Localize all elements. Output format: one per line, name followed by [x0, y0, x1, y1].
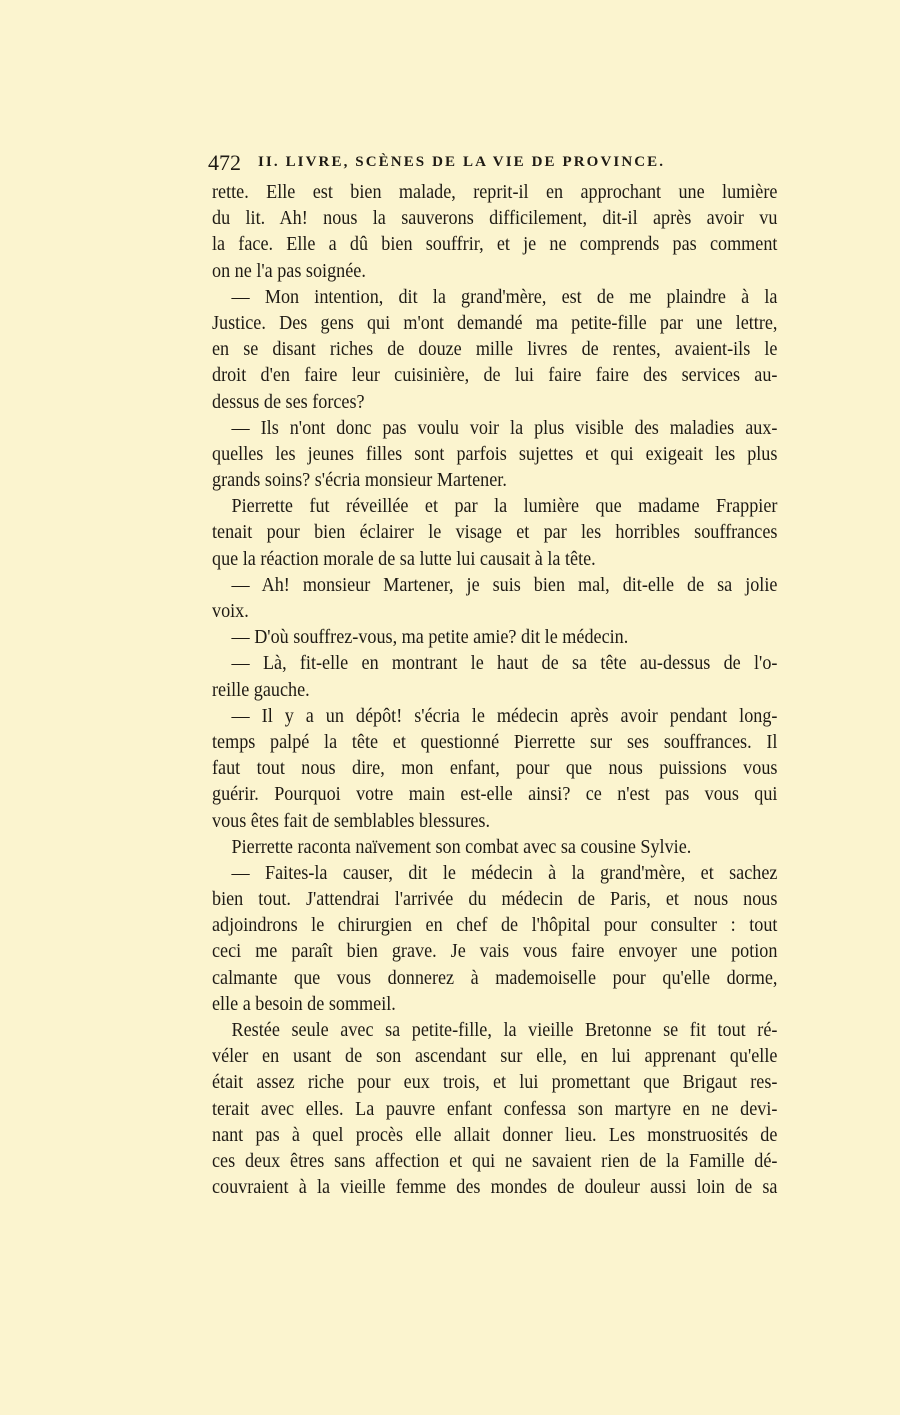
text-line: voix. — [212, 601, 249, 622]
text-line: nant pas à quel procès elle allait donner lieu. Les monstruosités de — [212, 1124, 778, 1146]
text-line: — Mon intention, dit la grand'mère, est de me plaindre à la — [231, 286, 778, 308]
text-line: ces deux êtres sans affection et qui ne savaient rien de la Famille dé- — [212, 1150, 778, 1172]
text-line: on ne l'a pas soignée. — [212, 260, 366, 282]
text-line: guérir. Pourquoi votre main est-elle ainsi? ce n'est pas vous qui — [212, 784, 778, 806]
page-body-text — [212, 180, 778, 1201]
text-line: rette. Elle est bien malade, reprit-il en approchant une lumière — [212, 182, 778, 203]
running-header — [208, 150, 708, 176]
running-title: II. LIVRE, SCÈNES DE LA VIE DE PROVINCE. — [258, 154, 666, 170]
text-line: calmante que vous donnerez à mademoiselle pour qu'elle dorme, — [212, 967, 778, 989]
page-number: 472 — [208, 150, 241, 175]
text-line: vous êtes fait de semblables blessures. — [212, 810, 491, 832]
text-line: en se disant riches de douze mille livres de rentes, avaient-ils le — [212, 339, 778, 361]
text-line: tenait pour bien éclairer le visage et par les horribles souffrances — [212, 522, 778, 544]
text-line: était assez riche pour eux trois, et lui promettant que Brigaut res- — [212, 1072, 778, 1094]
text-line: — Ah! monsieur Martener, je suis bien mal, dit-elle de sa jolie — [231, 574, 778, 596]
text-line: dessus de ses forces? — [212, 391, 365, 413]
text-line: adjoindrons le chirurgien en chef de l'hôpital pour consulter : tout — [212, 915, 778, 937]
text-line: couvraient à la vieille femme des mondes de douleur aussi loin de sa — [212, 1177, 778, 1199]
text-line: du lit. Ah! nous la sauverons difficilement, dit-il après avoir vu — [212, 208, 778, 230]
text-line: que la réaction morale de sa lutte lui causait à la tête. — [212, 548, 596, 570]
text-line: faut tout nous dire, mon enfant, pour que nous puissions vous — [212, 758, 778, 780]
text-line: — Faites-la causer, dit le médecin à la grand'mère, et sachez — [231, 862, 778, 884]
text-line: Pierrette fut réveillée et par la lumière que madame Frappier — [231, 496, 778, 518]
text-line: grands soins? s'écria monsieur Martener. — [212, 470, 507, 492]
text-line: quelles les jeunes filles sont parfois sujettes et qui exigeait les plus — [212, 443, 778, 465]
text-line: reille gauche. — [212, 679, 310, 701]
text-line: Restée seule avec sa petite-fille, la vieille Bretonne se fit tout ré- — [231, 1020, 778, 1041]
text-line: — Il y a un dépôt! s'écria le médecin après avoir pendant long- — [231, 705, 778, 727]
text-line: elle a besoin de sommeil. — [212, 993, 396, 1015]
text-line: — Là, fit-elle en montrant le haut de sa tête au-dessus de l'o- — [231, 653, 778, 675]
text-line: Justice. Des gens qui m'ont demandé ma petite-fille par une lettre, — [212, 312, 778, 334]
text-line: Pierrette raconta naïvement son combat avec sa cousine Sylvie. — [231, 836, 692, 858]
text-line: — D'où souffrez-vous, ma petite amie? dit le médecin. — [231, 627, 629, 649]
text-line: — Ils n'ont donc pas voulu voir la plus visible des maladies aux- — [231, 417, 778, 439]
text-line: temps palpé la tête et questionné Pierrette sur ses souffrances. Il — [212, 731, 778, 753]
text-line: bien tout. J'attendrai l'arrivée du médecin de Paris, et nous nous — [212, 889, 778, 911]
text-line: véler en usant de son ascendant sur elle, en lui apprenant qu'elle — [212, 1046, 778, 1068]
text-line: terait avec elles. La pauvre enfant confessa son martyre en ne devi- — [212, 1098, 778, 1120]
text-line: ceci me paraît bien grave. Je vais vous faire envoyer une potion — [212, 941, 778, 963]
text-line: droit d'en faire leur cuisinière, de lui faire faire des services au- — [212, 365, 778, 387]
text-line: la face. Elle a dû bien souffrir, et je ne comprends pas comment — [212, 234, 778, 256]
